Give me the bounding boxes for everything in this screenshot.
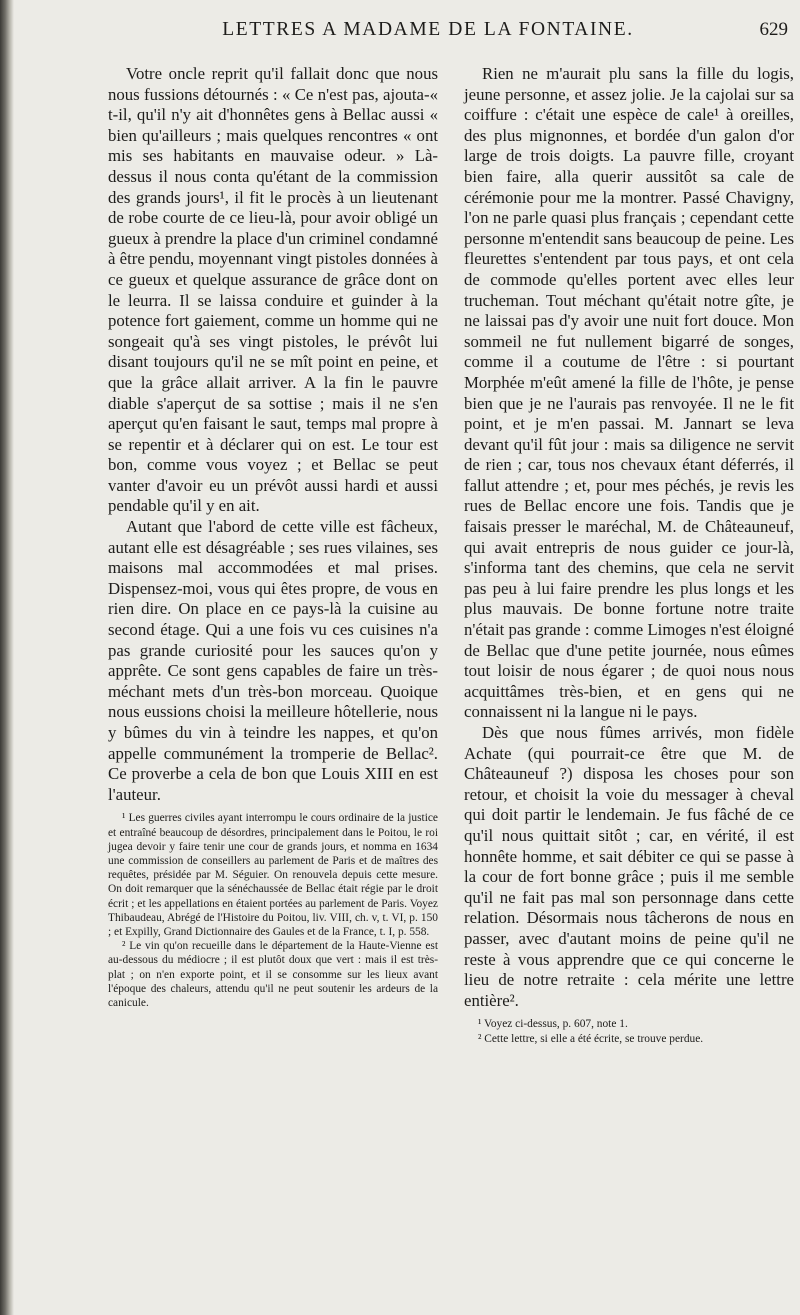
paragraph: Rien ne m'aurait plu sans la fille du logis, jeune personne, et assez jolie. Je la cajolai sur sa coiffure : c'était une espèce de cale¹ à oreilles, des plus mignonnes, et bordée d'un galon d'or large de trois doigts. La pauvre fille, croyant bien faire, alla querir aussitôt sa cale de cérémonie pour me la montrer. Passé Chavigny, l'on ne parle quasi plus français ; cependant cette personne m'entendit sans beaucoup de peine. Les fleurettes s'entendent par tous pays, et ont cela de commode qu'elles portent avec elles leur trucheman. Tout méchant qu'était notre gîte, je ne laissai pas d'y avoir une nuit fort douce. Mon sommeil ne fut nullement bigarré de songes, comme il a coutume de l'être : si pourtant Morphée m'eût amené la fille de l'hôte, je pense bien que je ne l'aurais pas renvoyée. Il ne le fit point, et je m'en passai. M. Jannart se leva devant qu'il fût jour : mais sa diligence ne servit de rien ; car, tous nos chevaux étant déferrés, il fallut attendre ; et, pour mes péchés, je revis les rues de Bellac encore une fois. Tandis que je faisais presser le maréchal, M. de Châteauneuf, qui avait entrepris de nous guider ce jour-là, s'informa tant des chemins, que cela ne servit pas peu à lui faire prendre les plus longs et les plus mauvais. De bonne fortune notre traite n'était pas grande : comme Limoges n'est éloigné de Bellac que d'une petite journée, nous eûmes tout loisir de nous égarer ; de quoi nous nous acquittâmes très-bien, et en gens qui ne connaissent ni la langue ni le pays. xyxy=(464,64,794,722)
running-head xyxy=(108,12,788,52)
running-title: LETTRES A MADAME DE LA FONTAINE. xyxy=(222,19,634,40)
right-column xyxy=(464,64,794,1046)
left-column xyxy=(108,64,438,1010)
footnote: ¹ Voyez ci-dessus, p. 607, note 1. xyxy=(478,1018,628,1031)
page-number: 629 xyxy=(759,19,788,40)
footnotes xyxy=(464,1017,794,1045)
footnotes xyxy=(108,811,438,1010)
paragraph: Dès que nous fûmes arrivés, mon fidèle Achate (qui pourrait-ce être que M. de Châteauneuf ?) disposa les choses pour son retour, et choisit la voie du messager à cheval qui doit partir le lendemain. Je fus fâché de ce qu'il nous quittait sitôt ; car, en vérité, il est honnête homme, et sait débiter ce qui se passe à la cour de fort bonne grâce ; puis il me semble qu'il ne fait pas mal son personnage dans cette relation. Désormais nous tâcherons de nous en passer, avec d'autant moins de peine qu'il ne reste à vous apprendre que ce qui concerne le lieu de notre retraite : cela mérite une lettre entière². xyxy=(464,723,794,1010)
footnote: ² Le vin qu'on recueille dans le département de la Haute-Vienne est au-dessous du médiocre ; il est plutôt doux que vert : mais il est très-plat ; on n'en exporte point, et il se consomme sur les lieux avant l'époque des chaleurs, attendu qu'il ne peut soutenir les ardeurs de la canicule. xyxy=(108,940,438,1010)
footnote: ¹ Les guerres civiles ayant interrompu le cours ordinaire de la justice et entraîné beaucoup de désordres, principalement dans le Poitou, le roi jugea devoir y faire tenir une cour de grands jours, et nomma en 1634 une commission de conseillers au parlement de Paris et de maîtres des requêtes, présidée par M. Séguier. On renouvela depuis cette mesure. On doit remarquer que la sénéchaussée de Bellac était régie par le droit écrit ; et les appellations en étaient portées au parlement de Paris. Voyez Thibaudeau, Abrégé de l'Histoire du Poitou, liv. VIII, ch. v, t. VI, p. 150 ; et Expilly, Grand Dictionnaire des Gaules et de la France, t. I, p. 558. xyxy=(108,812,438,938)
footnote: ² Cette lettre, si elle a été écrite, se trouve perdue. xyxy=(478,1032,704,1045)
book-page xyxy=(20,0,794,1315)
book-gutter-shadow xyxy=(0,0,14,1315)
paragraph: Votre oncle reprit qu'il fallait donc que nous nous fussions détournés : « Ce n'est pas, ajouta-« t-il, qu'il n'y ait d'honnêtes gens à Bellac aussi « bien qu'ailleurs ; mais quelques rencontres « ont mis ses habitants en mauvaise odeur. » Là-dessus il nous conta qu'étant de la commission des grands jours¹, il fit le procès à un lieutenant de robe courte de ce lieu-là, pour avoir obligé un gueux à prendre la place d'un criminel condamné à être pendu, moyennant vingt pistoles données à ce gueux et quelque assurance de grâce dont on le leurra. Il se laissa conduire et guinder à la potence fort gaiement, comme un homme qui ne songeait qu'à ses vingt pistoles, le prévôt lui disant toujours qu'il ne se mît point en peine, et que la grâce allait arriver. A la fin le pauvre diable s'aperçut de sa sottise ; mais il ne s'en aperçut qu'en faisant le saut, temps mal propre à se repentir et à déclarer qui on est. Le tour est bon, comme vous voyez ; et Bellac se peut vanter d'avoir eu un prévôt aussi hardi et aussi pendable qu'il y en ait. xyxy=(108,64,438,516)
paragraph: Autant que l'abord de cette ville est fâcheux, autant elle est désagréable ; ses rues vilaines, ses maisons mal accommodées et mal prises. Dispensez-moi, vous qui êtes propre, de vous en rien dire. On place en ce pays-là la cuisine au second étage. Qui a une fois vu ces cuisines n'a pas grande curiosité pour les sauces qu'on y apprête. Ce sont gens capables de faire un très-méchant mets d'un très-bon morceau. Quoique nous eussions choisi la meilleure hôtellerie, nous y bûmes du vin à teindre les nappes, et qu'on appelle communément la tromperie de Bellac². Ce proverbe a cela de bon que Louis XIII en est l'auteur. xyxy=(108,517,438,804)
